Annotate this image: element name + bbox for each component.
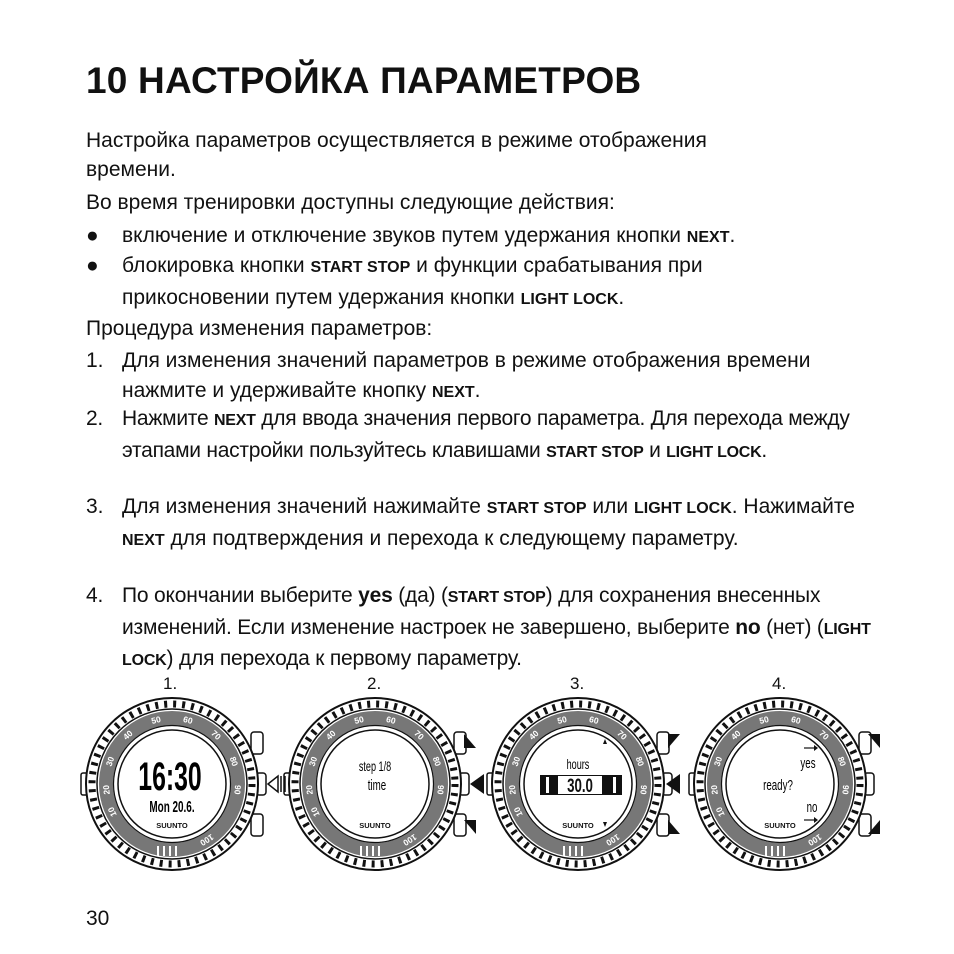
bezel-number: 50	[353, 714, 365, 726]
bezel-number: 70	[817, 728, 832, 742]
display-time: 16:30	[138, 755, 202, 800]
brand-logo: SUUNTO	[359, 821, 391, 830]
bezel-number: 100	[198, 832, 216, 848]
key-next: NEXT	[431, 383, 475, 401]
bezel-number: 20	[303, 784, 315, 795]
bezel-number: 90	[638, 784, 650, 795]
key-next: NEXT	[122, 531, 165, 549]
key-start-stop: START STOP	[310, 259, 411, 276]
bezel-number: 90	[840, 784, 852, 795]
key-start-stop: START STOP	[486, 500, 587, 517]
arrow-left-icon	[470, 774, 484, 794]
brand-logo: SUUNTO	[156, 821, 188, 830]
bezel-number: 60	[182, 714, 194, 726]
bezel-number: 30	[103, 755, 117, 768]
key-start-stop: START STOP	[447, 589, 546, 606]
display-hours-value: 30.0	[567, 775, 593, 797]
yes-word: yes	[358, 584, 393, 607]
step-2: 2. Нажмите NEXT для ввода значения первого параметра. Для перехода между этапами настройки пользуйтесь клавишами START STOP и LIGHT LOCK.	[86, 404, 876, 467]
step-number: 2.	[86, 407, 104, 430]
intro-line-3: Во время тренировки доступны следующие действия:	[86, 191, 615, 214]
bullet-sound: ● включение и отключение звуков путем удержания кнопки NEXT.	[86, 221, 876, 253]
display-param: time	[367, 776, 387, 794]
key-light-lock: LIGHT LOCK	[633, 500, 732, 517]
display-ready: ready?	[763, 776, 793, 794]
brand-logo: SUUNTO	[562, 821, 594, 830]
page-title: 10 НАСТРОЙКА ПАРАМЕТРОВ	[86, 60, 642, 101]
bezel-number: 80	[633, 755, 647, 768]
arrow-up-icon	[668, 734, 680, 748]
bezel-number: 20	[708, 784, 720, 795]
bezel-number: 50	[758, 714, 770, 726]
bezel-number: 80	[835, 755, 849, 768]
display-step: step 1/8	[358, 757, 392, 775]
step-number: 1.	[86, 349, 104, 372]
arrow-down-icon	[668, 820, 680, 834]
key-next: NEXT	[686, 229, 730, 246]
display-hours-label: hours	[566, 755, 590, 773]
key-light-lock: LIGHT LOCK	[666, 443, 762, 461]
bezel-number: 70	[209, 728, 224, 742]
bezel-number: 10	[511, 805, 525, 819]
bullet-lock: ● блокировка кнопки START STOP и функции срабатывания при прикосновении путем удержания кнопки LIGHT LOCK.	[86, 251, 796, 314]
bezel-number: 90	[435, 784, 447, 795]
bezel-number: 50	[556, 714, 568, 726]
bezel-number: 100	[604, 832, 622, 848]
bezel-number: 10	[105, 805, 119, 819]
figure-label-4: 4.	[772, 674, 787, 693]
step-1: 1. Для изменения значений параметров в режиме отображения времени нажмите и удерживайте кнопку NEXT.	[86, 346, 846, 407]
bezel-number: 60	[790, 714, 802, 726]
step-4: 4. По окончании выберите yes (да) (START STOP) для сохранения внесенных изменений. Если изменение настроек не завершено, выберите no (нет) (LIGHT LOCK) для перехода к первому параметру.	[86, 581, 876, 676]
intro-line-2: времени.	[86, 158, 176, 181]
bezel-number: 70	[412, 728, 427, 742]
intro-line-1: Настройка параметров осуществляется в режиме отображения	[86, 129, 707, 152]
key-next: NEXT	[213, 412, 256, 429]
step-number: 4.	[86, 584, 104, 607]
bezel-number: 10	[713, 805, 727, 819]
bezel-number: 30	[711, 755, 725, 768]
bezel-number: 30	[509, 755, 523, 768]
brand-logo: SUUNTO	[764, 821, 796, 830]
bezel-number: 80	[430, 755, 444, 768]
bezel-number: 90	[232, 784, 244, 795]
key-light-lock: LIGHT LOCK	[520, 290, 619, 308]
bezel-number: 40	[526, 728, 541, 742]
display-no: no	[806, 798, 818, 816]
bullet-marker: ●	[86, 254, 99, 277]
bullet-marker: ●	[86, 224, 99, 247]
no-word: no	[735, 615, 761, 639]
page-number: 30	[86, 907, 110, 930]
bezel-number: 100	[806, 832, 824, 848]
bezel-number: 60	[588, 714, 600, 726]
bezel-number: 70	[615, 728, 630, 742]
step-number: 3.	[86, 495, 104, 518]
procedure-heading: Процедура изменения параметров:	[86, 317, 433, 340]
bezel-number: 10	[308, 805, 322, 819]
bezel-number: 100	[401, 832, 419, 848]
key-start-stop: START STOP	[546, 443, 644, 461]
figure-label-1: 1.	[163, 674, 178, 693]
display-yes: yes	[800, 754, 816, 772]
bezel-number: 40	[323, 728, 338, 742]
figure-label-2: 2.	[367, 674, 382, 693]
bezel-number: 30	[306, 755, 320, 768]
key-light-lock: LIGHT LOCK	[122, 620, 871, 669]
bezel-number: 40	[120, 728, 135, 742]
light-indicator-icon	[268, 776, 278, 792]
display-date: Mon 20.6.	[149, 797, 195, 816]
bezel-number: 80	[227, 755, 241, 768]
bezel-number: 60	[385, 714, 397, 726]
bezel-number: 40	[728, 728, 743, 742]
bezel-number: 20	[100, 784, 112, 795]
step-3: 3. Для изменения значений нажимайте START STOP или LIGHT LOCK. Нажимайте NEXT для подтверждения и перехода к следующему параметру.	[86, 492, 876, 555]
bezel-number: 20	[506, 784, 518, 795]
figure-label-3: 3.	[570, 674, 585, 693]
bezel-number: 50	[150, 714, 162, 726]
